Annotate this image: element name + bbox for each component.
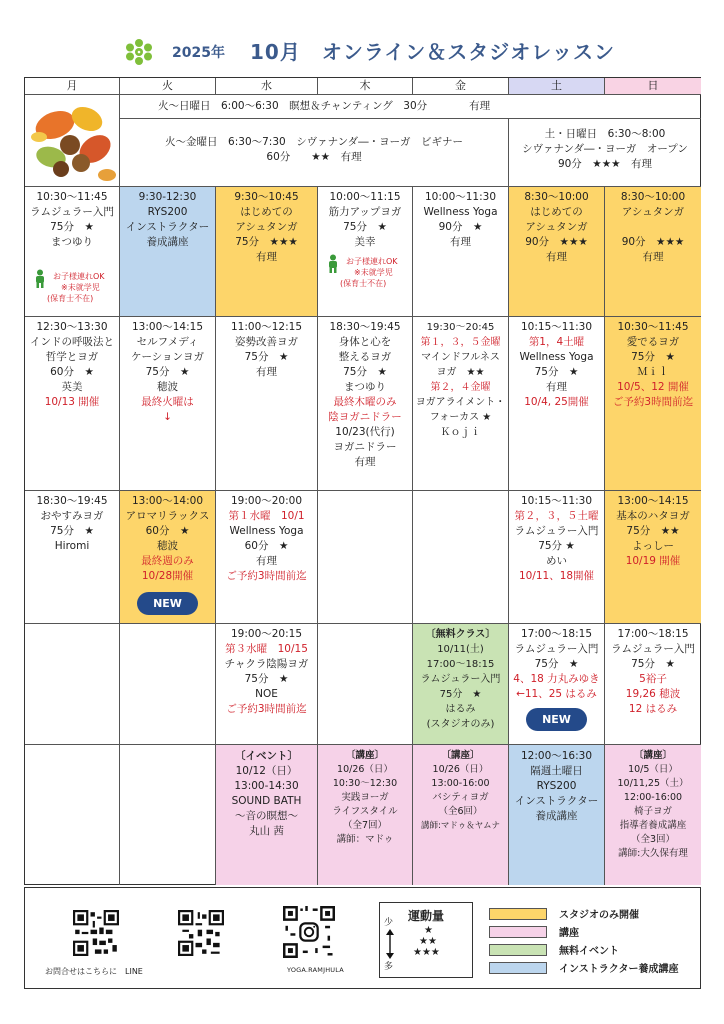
lesson-time: 13:00～14:00 (131, 495, 204, 507)
down-arrow-icon: ↓ (163, 411, 172, 423)
lesson-note: ご予約3時間前迄 (226, 570, 307, 582)
lesson-time: 10:00～11:30 (424, 191, 497, 203)
kids-age-label: ※未就学児 (61, 283, 100, 292)
lesson-teacher: はるみ (445, 704, 476, 715)
course-label: 〔講座〕 (441, 750, 480, 761)
lesson-teacher: めい (546, 555, 567, 567)
lesson-time: 12:30～13:30 (36, 321, 108, 333)
lesson-title: 指導者養成講座 (619, 820, 687, 831)
lesson-sat-4[interactable] (509, 624, 605, 745)
lesson-time: 19:30～20:45 (426, 322, 495, 333)
lesson-duration: 75分 ★ (534, 658, 579, 670)
lesson-note: 第１，３，５金曜 (420, 337, 501, 348)
banner-beginner (120, 119, 509, 187)
lesson-tue-3[interactable] (120, 491, 216, 624)
lesson-title: フォーカス ★ (429, 412, 492, 423)
empty-cell (120, 745, 216, 885)
course-thu[interactable] (318, 745, 413, 885)
lesson-time: 8:30～10:00 (524, 191, 589, 203)
lesson-title: RYS200 (147, 206, 188, 218)
intensity-high-label: 多 (384, 962, 394, 972)
lesson-teacher: 講師:大久保有理 (618, 848, 688, 859)
lesson-duration: 75分 ★ (538, 540, 575, 552)
lesson-note: 4、18 力丸みゆき (513, 673, 600, 685)
event-wed-sound-bath[interactable] (216, 745, 318, 885)
kids-nursery-label: (保育士不在) (47, 294, 94, 303)
lesson-teacher: 有理 (256, 366, 277, 378)
lesson-thu-2[interactable] (318, 317, 413, 491)
lesson-title: インドの呼吸法と (30, 336, 114, 348)
banner-meditation: 火～日曜日 6:00～6:30 瞑想＆チャンティング 30分 有理 (120, 95, 701, 119)
lesson-teacher: 美幸 (354, 236, 376, 248)
lesson-title: 姿勢改善ヨガ (235, 336, 298, 348)
lesson-date: 10/12（日） (235, 765, 298, 777)
course-label: 〔講座〕 (345, 750, 384, 761)
intensity-legend (379, 902, 473, 978)
lesson-title: バシティヨガ (432, 792, 489, 803)
lesson-time: 9:30-12:30 (138, 191, 197, 203)
lesson-note: 10/13 開催 (44, 396, 100, 408)
lesson-title: ライフスタイル (332, 806, 398, 817)
lesson-teacher: Ｋｏｊｉ (440, 427, 481, 438)
lesson-teacher: まつゆり (51, 236, 93, 248)
lesson-duration: 75分 ★★★ (235, 236, 298, 248)
empty-cell (318, 491, 413, 624)
lesson-sat-3[interactable] (509, 491, 605, 624)
kids-nursery-label: (保育士不在) (340, 279, 387, 288)
lesson-note: 5裕子 (639, 673, 667, 685)
kids-ok-label: お子様連れOK (53, 272, 105, 281)
lesson-time: 10:15～11:30 (520, 495, 593, 507)
lesson-note: 10/5、12 開催 (617, 381, 689, 393)
event-label: 〔イベント〕 (235, 750, 298, 762)
lesson-note: 12 はるみ (628, 703, 678, 715)
lesson-time: 10:30～11:45 (617, 321, 689, 333)
lesson-time: 12:00～16:30 (520, 750, 593, 762)
lesson-title: 養成講座 (146, 236, 189, 248)
day-header-sun: 日 (605, 78, 701, 95)
lesson-teacher: 有理 (546, 381, 567, 393)
leaves-icon (25, 95, 120, 187)
lesson-title: ラムジュラー入門 (420, 674, 501, 685)
lesson-note: 第1，4土曜 (528, 336, 585, 348)
lesson-duration: 75分 ★ (439, 689, 482, 700)
lesson-teacher: 有理 (546, 251, 567, 263)
lesson-title: ヨガアライメント・ (415, 397, 506, 408)
day-header-thu: 木 (318, 78, 413, 95)
lesson-duration: 75分 ★ (343, 221, 387, 233)
page-title: 10月 オンライン＆スタジオレッスン (250, 40, 616, 64)
lesson-time: 10:30～11:45 (36, 191, 108, 203)
lesson-title: インストラクター (514, 795, 599, 807)
lesson-duration: 60分 ★ (50, 366, 94, 378)
lesson-note: （全6回） (438, 806, 483, 817)
empty-cell (25, 624, 120, 745)
lesson-time: 17:00～18:15 (520, 628, 593, 640)
up-down-arrow-icon (386, 929, 394, 959)
lesson-title: 整えるヨガ (338, 351, 392, 363)
lesson-note: ヨガニドラー (333, 441, 397, 453)
lesson-note: 10/19 開催 (625, 555, 681, 567)
lesson-sat-2[interactable] (509, 317, 605, 491)
lesson-title: Wellness Yoga (423, 206, 498, 218)
lesson-note: 最終火曜は (141, 396, 194, 408)
intensity-title: 運動量 (408, 909, 445, 923)
empty-cell (25, 745, 120, 885)
autumn-leaves-image (25, 95, 120, 187)
lesson-time: 13:00～14:15 (617, 495, 689, 507)
lesson-teacher: NOE (255, 688, 278, 700)
free-class-label: 〔無料クラス〕 (425, 629, 496, 640)
lesson-mon-1[interactable] (25, 187, 120, 317)
lesson-sun-1[interactable] (605, 187, 701, 317)
lesson-note: 10/4, 25開催 (524, 396, 589, 408)
lesson-teacher: 有理 (354, 456, 376, 468)
lesson-note: ←11、25 はるみ (516, 688, 597, 700)
lesson-wed-1[interactable] (216, 187, 318, 317)
spacer (605, 220, 701, 235)
lesson-time: 10:00～11:15 (329, 191, 401, 203)
lesson-fri-1[interactable] (413, 187, 509, 317)
lesson-teacher: 丸山 茜 (249, 825, 284, 837)
lesson-title: 実践ヨーガ (341, 792, 389, 803)
lesson-time: 18:30～19:45 (329, 321, 401, 333)
empty-cell (413, 491, 509, 624)
legend-label-free-event: 無料イベント (559, 946, 619, 957)
day-header-wed: 水 (216, 78, 318, 95)
contact-caption: お問合せはこちらに LINE (45, 967, 143, 976)
course-label: 〔講座〕 (633, 750, 672, 761)
banner-beginner-line2: 60分 ★★ 有理 (266, 151, 362, 163)
lesson-duration: 90分 ★★★ (621, 236, 685, 248)
lesson-title: ヨガ ★★ (436, 367, 485, 378)
lesson-date: 10/11(土) (437, 644, 484, 655)
stars-two: ★★ (419, 936, 437, 947)
lesson-time: 13:00-16:00 (431, 778, 490, 789)
lesson-title: はじめての (530, 206, 583, 218)
lesson-title: インストラクター (125, 221, 210, 233)
lesson-note: 19,26 穂波 (625, 688, 681, 700)
lesson-duration: 75分 ★ (145, 366, 190, 378)
lesson-duration: 90分 ★★★ (525, 236, 588, 248)
lesson-time: 19:00～20:15 (230, 628, 303, 640)
lesson-time: 17:00～18:15 (426, 659, 495, 670)
new-badge: NEW (137, 592, 198, 615)
lesson-title: ラムジュラー入門 (514, 525, 599, 537)
lesson-duration: 75分 ★ (244, 673, 289, 685)
lesson-sun-4[interactable] (605, 624, 701, 745)
lesson-title: 椅子ヨガ (633, 806, 672, 817)
footer-panel (24, 887, 701, 989)
lesson-note: 10/23(代行) (335, 426, 395, 438)
lesson-duration: 75分 ★ (343, 366, 387, 378)
lesson-duration: 75分 ★ (50, 525, 94, 537)
lesson-teacher: 講師：マドゥ (336, 834, 394, 845)
kids-age-label: ※未就学児 (354, 268, 393, 277)
training-sat[interactable] (509, 745, 605, 885)
lesson-title: 筋力アップヨガ (328, 206, 402, 218)
lesson-teacher: 有理 (256, 555, 277, 567)
lesson-time: 10:30～12:30 (332, 778, 398, 789)
lesson-teacher: Ｍｉｌ (637, 366, 669, 378)
day-header-mon: 月 (25, 78, 120, 95)
page-year: 2025年 (172, 45, 225, 61)
lesson-note: 第１水曜 10/1 (228, 510, 305, 522)
lesson-teacher: 有理 (450, 236, 471, 248)
lesson-duration: 75分 ★ (631, 658, 675, 670)
lesson-note: （全7回） (342, 820, 388, 831)
lesson-teacher: まつゆり (344, 381, 386, 393)
lesson-title: 基本のハタヨガ (616, 510, 690, 522)
lesson-teacher: よっしー (632, 540, 674, 552)
qr-code-instagram[interactable] (283, 906, 335, 958)
lesson-note: (スタジオのみ) (426, 719, 495, 730)
day-header-tue: 火 (120, 78, 216, 95)
course-fri[interactable] (413, 745, 509, 885)
lesson-title: チャクラ陰陽ヨガ (224, 658, 309, 670)
lesson-tue-2[interactable] (120, 317, 216, 491)
new-badge: NEW (526, 708, 587, 731)
lesson-sat-1[interactable] (509, 187, 605, 317)
lesson-title: 哲学とヨガ (45, 351, 99, 363)
lesson-time: 13:00-14:30 (234, 780, 299, 792)
lesson-note: 第２，３，５土曜 (514, 510, 599, 522)
lesson-time: 10:15～11:30 (520, 321, 593, 333)
lesson-title: 養成講座 (535, 810, 578, 822)
kids-ok-label: お子様連れOK (346, 257, 398, 266)
lesson-time: 19:00～20:00 (230, 495, 303, 507)
lesson-title: ケーションヨガ (130, 351, 205, 363)
qr-code-contact[interactable] (73, 910, 119, 956)
lesson-duration: 75分 ★ (534, 366, 579, 378)
lesson-note: 第２，４金曜 (430, 382, 491, 393)
legend-label-course: 講座 (559, 928, 579, 939)
legend-label-studio: スタジオのみ開催 (559, 910, 639, 921)
stars-three: ★★★ (413, 947, 440, 958)
day-header-fri: 金 (413, 78, 509, 95)
banner-open-line2: シヴァナンダ―・ヨーガ オープン (522, 143, 688, 155)
lesson-duration: 75分 ★ (50, 221, 94, 233)
banner-open-line1: 土・日曜日 6:30～8:00 (544, 128, 666, 140)
lesson-teacher: 英美 (61, 381, 83, 393)
legend-label-instructor: インストラクター養成講座 (559, 964, 679, 975)
lesson-note: 最終週のみ (141, 555, 194, 567)
legend-swatch-studio (489, 908, 547, 920)
child-icon (33, 269, 47, 289)
day-header-sat: 土 (509, 78, 605, 95)
lesson-wed-3[interactable] (216, 491, 318, 624)
lesson-time: 18:30～19:45 (36, 495, 108, 507)
free-class-fri[interactable] (413, 624, 509, 745)
lesson-time: 9:30～10:45 (234, 191, 299, 203)
lesson-duration: 75分 ★ (244, 351, 289, 363)
child-icon (326, 254, 340, 274)
lesson-title: ラムジュラー入門 (30, 206, 114, 218)
lesson-time: 11:00～12:15 (230, 321, 303, 333)
lesson-note: （全3回） (630, 834, 676, 845)
lesson-duration: 90分 ★ (438, 221, 483, 233)
lesson-fri-2[interactable] (413, 317, 509, 491)
lesson-title: アシュタンガ (235, 221, 298, 233)
lesson-title: ラムジュラー入門 (611, 643, 695, 655)
lesson-time: 17:00～18:15 (617, 628, 689, 640)
lesson-duration: 75分 ★★ (626, 525, 680, 537)
lesson-time: 13:00～14:15 (131, 321, 204, 333)
lesson-teacher: 有理 (256, 251, 277, 263)
lesson-title: Wellness Yoga (519, 351, 594, 363)
lesson-sun-3[interactable] (605, 491, 701, 624)
lesson-note: 10/28開催 (141, 570, 194, 582)
lesson-duration: 60分 ★ (145, 525, 190, 537)
lesson-title: アシュタンガ (621, 206, 685, 218)
legend-swatch-course (489, 926, 547, 938)
lesson-title: 愛でるヨガ (626, 336, 680, 348)
lesson-date: 10/5（日） (628, 764, 678, 775)
intensity-low-label: 少 (384, 918, 394, 928)
lesson-title: SOUND BATH (231, 795, 302, 807)
lesson-teacher: Hiromi (54, 540, 90, 552)
banner-beginner-line1: 火～金曜日 6:30～7:30 シヴァナンダ―・ヨーガ ビギナー (165, 136, 463, 148)
lesson-duration: 60分 ★ (244, 540, 289, 552)
empty-cell (120, 624, 216, 745)
lesson-title: Wellness Yoga (229, 525, 304, 537)
lesson-title: 身体と心を (338, 336, 392, 348)
lesson-date: 10/26（日） (432, 764, 489, 775)
lesson-teacher: 穂波 (157, 540, 178, 552)
lesson-duration: 75分 ★ (631, 351, 675, 363)
lesson-time: 8:30～10:00 (620, 191, 686, 203)
stars-one: ★ (424, 925, 433, 936)
legend-swatch-free-event (489, 944, 547, 956)
lesson-teacher: 有理 (642, 251, 664, 263)
lesson-date: 10/11,25（土） (617, 778, 689, 789)
lesson-title: セルフメディ (136, 336, 199, 348)
lesson-date: 10/26（日） (337, 764, 393, 775)
lesson-note: 隔週土曜日 (530, 765, 583, 777)
lesson-title: ～音の瞑想～ (235, 810, 298, 822)
lesson-sun-2[interactable] (605, 317, 701, 491)
schedule-table (24, 77, 701, 885)
lesson-thu-1[interactable] (318, 187, 413, 317)
lesson-teacher: 穂波 (157, 381, 178, 393)
instagram-caption: YOGA.RAMJHULA (287, 966, 344, 974)
lesson-title: アロマリラックス (125, 510, 210, 522)
lesson-title: おやすみヨガ (40, 510, 104, 522)
flower-logo-icon (124, 38, 154, 66)
lesson-note: 第３水曜 10/15 (225, 643, 308, 655)
qr-code-line[interactable] (178, 910, 224, 956)
lesson-note: ご予約3時間前迄 (226, 703, 307, 715)
banner-open-line3: 90分 ★★★ 有理 (557, 158, 653, 170)
lesson-note: 陰ヨガニドラー (328, 411, 402, 423)
lesson-mon-3[interactable] (25, 491, 120, 624)
lesson-wed-4[interactable] (216, 624, 318, 745)
legend-swatch-instructor (489, 962, 547, 974)
lesson-title: ラムジュラー入門 (514, 643, 599, 655)
page-header (0, 30, 724, 70)
lesson-note: ご予約3時間前迄 (612, 396, 694, 408)
lesson-title: RYS200 (536, 780, 577, 792)
lesson-wed-2[interactable] (216, 317, 318, 491)
lesson-title: マインドフルネス (421, 352, 500, 363)
lesson-note: 最終木曜のみ (333, 396, 397, 408)
lesson-mon-2[interactable] (25, 317, 120, 491)
course-sun[interactable] (605, 745, 701, 885)
lesson-tue-1[interactable] (120, 187, 216, 317)
lesson-teacher: 講師:マドゥ＆ヤムナ (421, 821, 500, 831)
lesson-title: はじめての (240, 206, 293, 218)
lesson-time: 12:00-16:00 (623, 792, 683, 803)
lesson-note: 10/11、18開催 (518, 570, 595, 582)
empty-cell (318, 624, 413, 745)
lesson-title: アシュタンガ (525, 221, 588, 233)
banner-open (509, 119, 701, 187)
